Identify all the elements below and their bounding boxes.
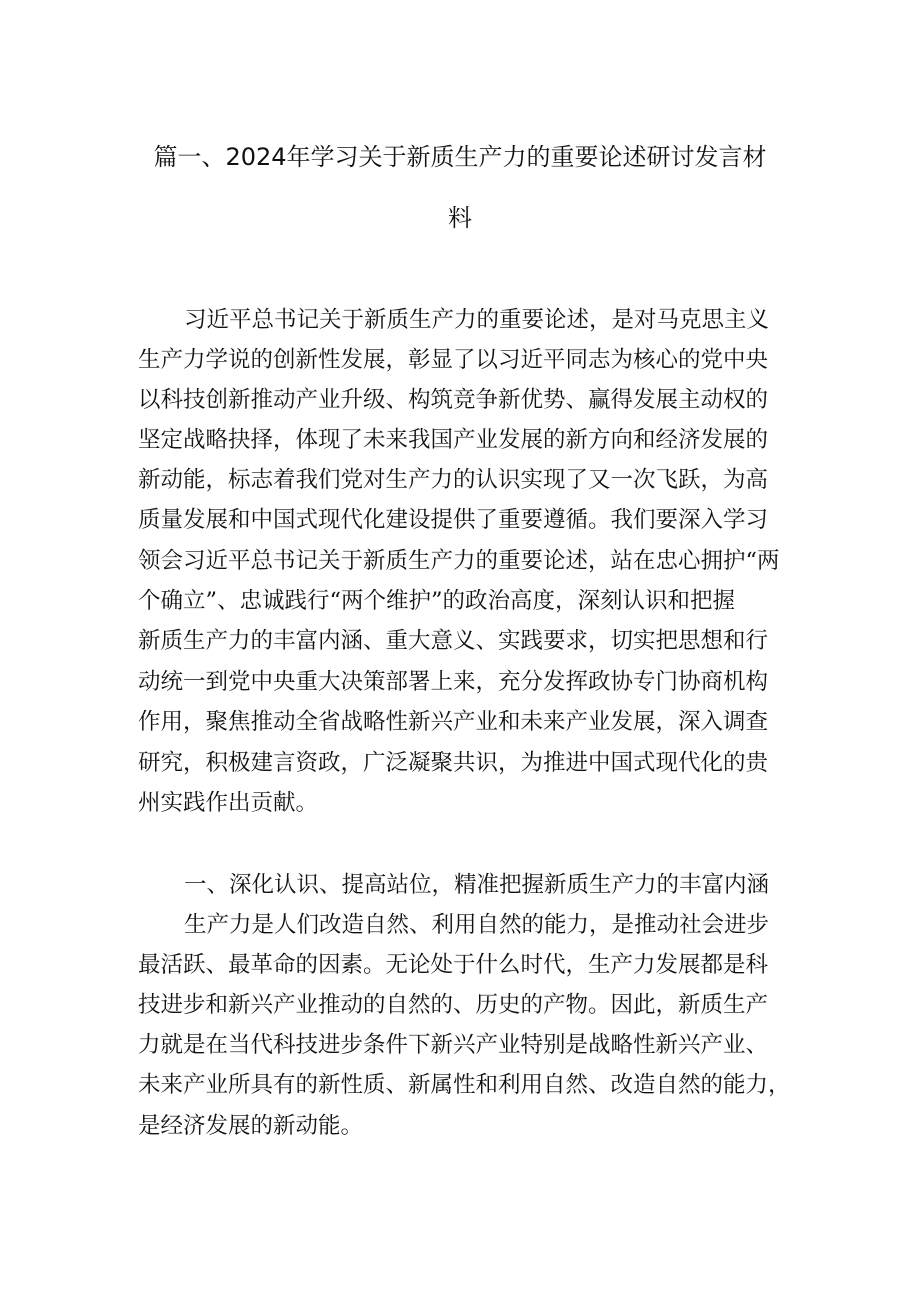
paragraph-1-line: 动统一到党中央重大决策部署上来，充分发挥政协专门协商机构 <box>138 669 769 695</box>
paragraph-2-line: 最活跃、最革命的因素。无论处于什么时代，生产力发展都是科 <box>138 952 769 978</box>
paragraph-1-line: 领会习近平总书记关于新质生产力的重要论述，站在忠心拥护“两 <box>138 548 780 574</box>
section-heading-1: 一、深化认识、提高站位，精准把握新质生产力的丰富内涵 <box>184 872 770 898</box>
paragraph-1-line: 质量发展和中国式现代化建设提供了重要遵循。我们要深入学习 <box>138 507 769 533</box>
paragraph-1-line: 研究，积极建言资政，广泛凝聚共识，为推进中国式现代化的贵 <box>138 750 769 776</box>
paragraph-2-line: 是经济发展的新动能。 <box>138 1113 364 1139</box>
paragraph-1-line: 新质生产力的丰富内涵、重大意义、实践要求，切实把思想和行 <box>138 628 769 654</box>
paragraph-1-line: 新动能，标志着我们党对生产力的认识实现了又一次飞跃，为高 <box>138 467 769 493</box>
document-title-line-1: 篇一、2024年学习关于新质生产力的重要论述研讨发言材 <box>153 143 767 171</box>
paragraph-1-line: 州实践作出贡献。 <box>138 790 319 816</box>
paragraph-2-line: 未来产业所具有的新性质、新属性和利用自然、改造自然的能力， <box>138 1072 791 1098</box>
paragraph-1-line: 以科技创新推动产业升级、构筑竞争新优势、赢得发展主动权的 <box>138 387 769 413</box>
paragraph-1-line: 坚定战略抉择，体现了未来我国产业发展的新方向和经济发展的 <box>138 427 769 453</box>
paragraph-1-line: 作用，聚焦推动全省战略性新兴产业和未来产业发展，深入调查 <box>138 709 769 735</box>
paragraph-2-line: 生产力是人们改造自然、利用自然的能力，是推动社会进步 <box>184 912 770 938</box>
paragraph-1-line: 生产力学说的创新性发展，彰显了以习近平同志为核心的党中央 <box>138 347 769 373</box>
document-title-line-2: 料 <box>448 204 472 232</box>
paragraph-2-line: 技进步和新兴产业推动的自然的、历史的产物。因此，新质生产 <box>138 992 769 1018</box>
paragraph-1-line: 个确立”、忠诚践行“两个维护”的政治高度，深刻认识和把握 <box>138 588 736 614</box>
paragraph-2-line: 力就是在当代科技进步条件下新兴产业特别是战略性新兴产业、 <box>138 1032 769 1058</box>
paragraph-1-line: 习近平总书记关于新质生产力的重要论述，是对马克思主义 <box>184 307 770 333</box>
